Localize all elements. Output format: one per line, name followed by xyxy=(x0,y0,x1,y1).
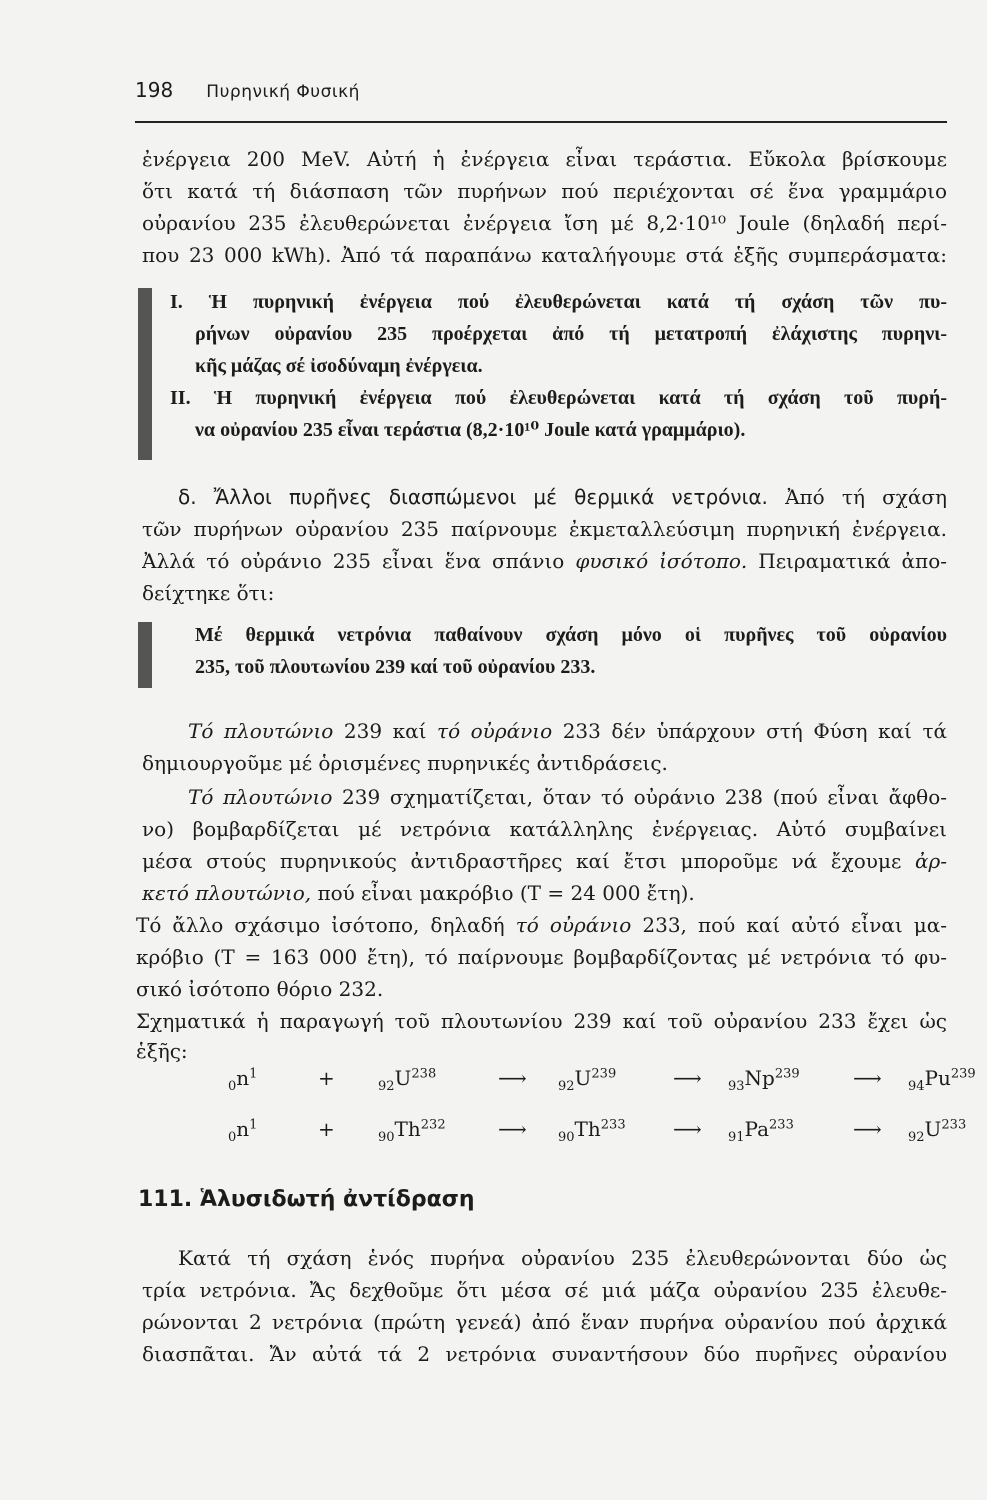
text-line: δ. Ἄλλοι πυρῆνες διασπώμενοι μέ θερμικά νετρόνια. Ἀπό τή σχάση xyxy=(178,485,947,509)
nuclide: $_{91}Pa^{233}$ xyxy=(728,1117,794,1145)
text-line: ὅτι κατά τή διάσπαση τῶν πυρήνων πού περιέχονται σέ ἕνα γραμμάριο xyxy=(142,179,947,203)
page-header xyxy=(135,78,360,102)
section-heading: 111. Ἁλυσιδωτή ἀντίδραση xyxy=(138,1187,475,1212)
highlight-line: 235, τοῦ πλουτωνίου 239 καί τοῦ οὐρανίου 233. xyxy=(195,656,596,678)
text-line: κρόβιο (T = 163 000 ἔτη), τό παίρνουμε βομβαρδίζοντας μέ νετρόνια τό φυ- xyxy=(136,945,947,969)
nuclide: $_{92}U^{238}$ xyxy=(378,1066,437,1094)
nuclide: $_{94}Pu^{239}$ xyxy=(908,1066,976,1094)
text-line: μέσα στούς πυρηνικούς ἀντιδραστῆρες καί ἔτσι μποροῦμε νά ἔχουμε ἀρ- xyxy=(142,849,947,873)
text-line: ρώνονται 2 νετρόνια (πρώτη γενεά) ἀπό ἕναν πυρήνα οὐρανίου πού ἀρχικά xyxy=(142,1310,947,1334)
text-line: τῶν πυρήνων οὐρανίου 235 παίρνουμε ἐκμεταλλεύσιμη πυρηνική ἐνέργεια. xyxy=(142,517,947,541)
text-line: τρία νετρόνια. Ἄς δεχθοῦμε ὅτι μέσα σέ μιά μάζα οὐρανίου 235 ἐλευθε- xyxy=(142,1278,947,1302)
plus-sign: + xyxy=(318,1066,335,1090)
conclusion-line: I. Ἡ πυρηνική ἐνέργεια πού ἐλευθερώνεται κατά τή σχάση τῶν πυ- xyxy=(170,291,947,313)
text-line: σικό ἰσότοπο θόριο 232. xyxy=(136,977,384,1001)
nuclide: $_0n^1$ xyxy=(228,1117,258,1145)
conclusion-line: ρήνων οὐρανίου 235 προέρχεται ἀπό τή μετατροπή ἐλάχιστης πυρηνι- xyxy=(195,323,947,345)
page-number: 198 xyxy=(135,78,174,102)
text-line: Τό πλουτώνιο 239 σχηματίζεται, ὅταν τό οὐράνιο 238 (πού εἶναι ἄφθο- xyxy=(188,785,947,809)
text-line: Τό πλουτώνιο 239 καί τό οὐράνιο 233 δέν ὑπάρχουν στή Φύση καί τά xyxy=(188,719,947,743)
nuclide: $_{90}Th^{232}$ xyxy=(378,1117,446,1145)
margin-bar xyxy=(138,622,152,688)
text-line: Σχηματικά ἡ παραγωγή τοῦ πλουτωνίου 239 καί τοῦ οὐρανίου 233 ἔχει ὡς xyxy=(136,1009,947,1033)
text-line: οὐρανίου 235 ἐλευθερώνεται ἐνέργεια ἴση μέ 8,2·10¹⁰ Joule (δηλαδή περί- xyxy=(142,211,947,235)
conclusion-line: κῆς μάζας σέ ἰσοδύναμη ἐνέργεια. xyxy=(195,355,483,377)
highlight-line: Μέ θερμικά νετρόνια παθαίνουν σχάση μόνο οἱ πυρῆνες τοῦ οὐρανίου xyxy=(195,624,947,646)
reaction-arrow: ⟶ xyxy=(673,1117,702,1141)
conclusion-line: II. Ἡ πυρηνική ἐνέργεια πού ἐλευθερώνεται κατά τή σχάση τοῦ πυρή- xyxy=(170,387,947,409)
text-line: δημιουργοῦμε μέ ὁρισμένες πυρηνικές ἀντιδράσεις. xyxy=(142,751,668,775)
text-line: Ἀλλά τό οὐράνιο 235 εἶναι ἕνα σπάνιο φυσικό ἰσότοπο. Πειραματικά ἀπο- xyxy=(142,549,947,573)
reaction-arrow: ⟶ xyxy=(853,1117,882,1141)
margin-bar xyxy=(138,288,152,460)
text-line: που 23 000 kWh). Ἀπό τά παραπάνω καταλήγουμε στά ἑξῆς συμπεράσματα: xyxy=(142,243,947,267)
text-line: νο) βομβαρδίζεται μέ νετρόνια κατάλληλης ἐνέργειας. Αὐτό συμβαίνει xyxy=(142,817,947,841)
reaction-arrow: ⟶ xyxy=(498,1066,527,1090)
nuclide: $_{92}U^{239}$ xyxy=(558,1066,617,1094)
reaction-arrow: ⟶ xyxy=(853,1066,882,1090)
text-line: δείχτηκε ὅτι: xyxy=(142,581,275,605)
conclusion-line: να οὐρανίου 235 εἶναι τεράστια (8,2·10¹⁰ Joule κατά γραμμάριο). xyxy=(195,419,746,441)
nuclide: $_{92}U^{233}$ xyxy=(908,1117,967,1145)
text-line: κετό πλουτώνιο, πού εἶναι μακρόβιο (T = 24 000 ἔτη). xyxy=(142,881,695,905)
nuclide: $_{90}Th^{233}$ xyxy=(558,1117,626,1145)
text-line: ἐνέργεια 200 MeV. Αὐτή ἡ ἐνέργεια εἶναι τεράστια. Εὔκολα βρίσκουμε xyxy=(142,147,947,171)
subsection-label: δ. Ἄλλοι πυρῆνες διασπώμενοι μέ θερμικά νετρόνια. xyxy=(178,485,768,509)
reaction-arrow: ⟶ xyxy=(673,1066,702,1090)
running-title: Πυρηνική Φυσική xyxy=(206,82,360,102)
text-line: ἑξῆς: xyxy=(136,1039,188,1063)
text-line: διασπᾶται. Ἄν αὐτά τά 2 νετρόνια συναντήσουν δύο πυρῆνες οὐρανίου xyxy=(142,1342,947,1366)
plus-sign: + xyxy=(318,1117,335,1141)
nuclide: $_{93}Np^{239}$ xyxy=(728,1066,800,1094)
text-line: Κατά τή σχάση ἑνός πυρήνα οὐρανίου 235 ἐλευθερώνονται δύο ὡς xyxy=(178,1246,947,1270)
text-line: Τό ἄλλο σχάσιμο ἰσότοπο, δηλαδή τό οὐράνιο 233, πού καί αὐτό εἶναι μα- xyxy=(136,913,947,937)
header-rule xyxy=(135,121,947,123)
nuclide: $_0n^1$ xyxy=(228,1066,258,1094)
reaction-arrow: ⟶ xyxy=(498,1117,527,1141)
